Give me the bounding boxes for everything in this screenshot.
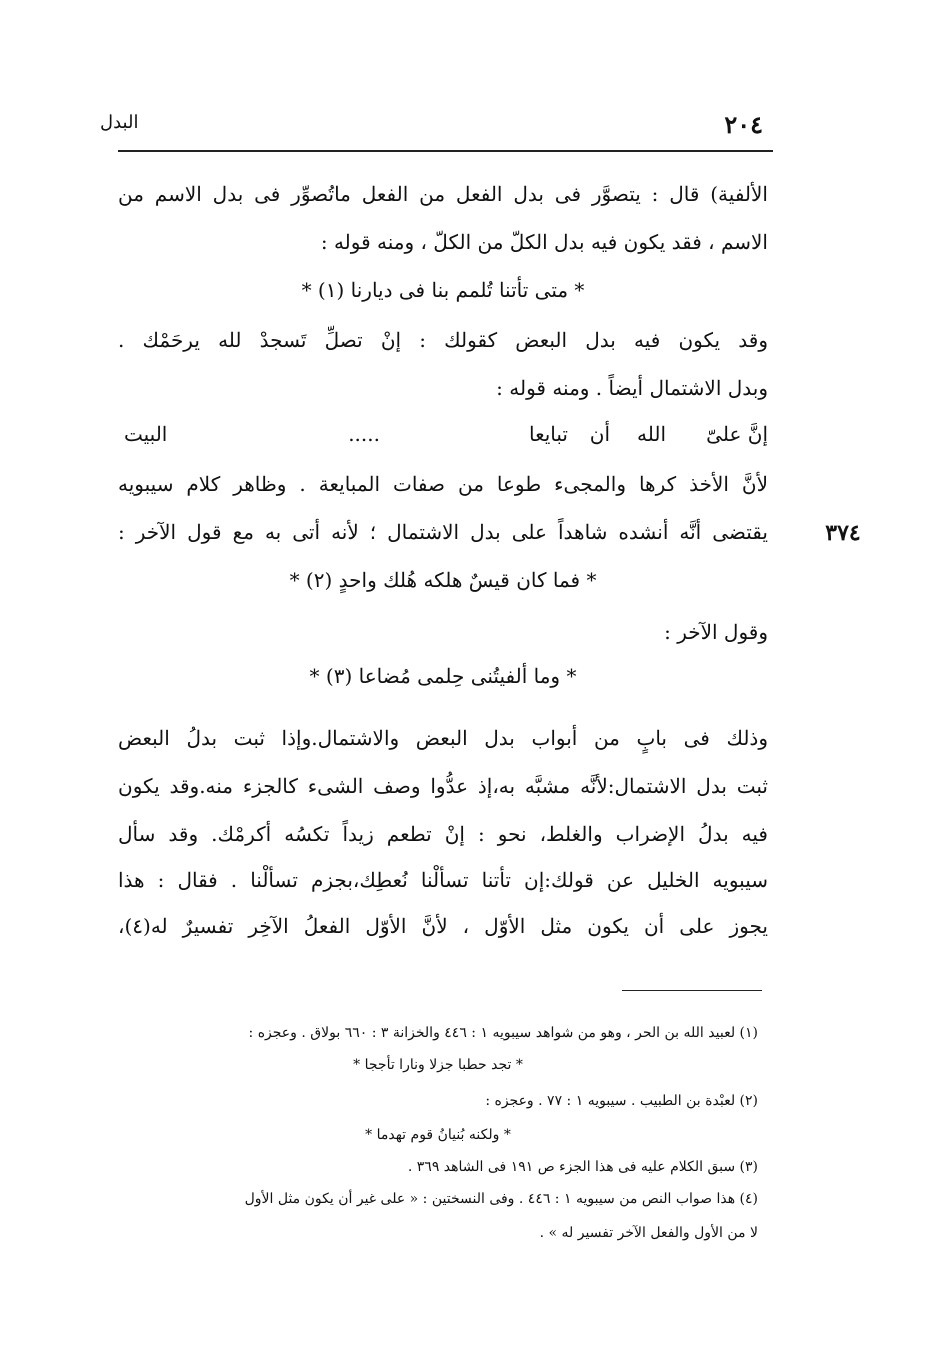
body-line-12: يجوز على أن يكون مثل الأوّل ، لأنَّ الأوّل الفعلُ الآخِر تفسيرٌ له(٤)، xyxy=(118,914,768,938)
page-number: ٢٠٤ xyxy=(724,110,763,139)
footnote-1-verse: * تجد حطبا جزلا ونارا تأججا * xyxy=(353,1057,523,1073)
footnote-divider xyxy=(622,990,762,991)
verse-line-4: * وما ألفيتُنى حِلمى مُضاعا (٣) * xyxy=(309,664,577,688)
verse-ellipsis: ..... xyxy=(348,422,380,446)
footnote-1: (١) لعبيد الله بن الحر ، وهو من شواهد سيبويه ١ : ٤٤٦ والخزانة ٣ : ٦٦٠ بولاق . وعجزه : xyxy=(248,1025,758,1041)
body-line-1: الألفية) قال : يتصوَّر فى بدل الفعل من الفعل ماتُصوِّر فى بدل الاسم من xyxy=(118,182,768,206)
verse-word: الله xyxy=(637,422,666,446)
footnote-4-cont: لا من الأول والفعل الآخر تفسير له » . xyxy=(539,1225,758,1241)
body-line-5: لأنَّ الأخذ كرها والمجىء طوعا من صفات المبايعة . وظاهر كلام سيبويه xyxy=(118,472,768,496)
footnote-3: (٣) سبق الكلام عليه فى هذا الجزء ص ١٩١ فى الشاهد ٣٦٩ . xyxy=(407,1159,758,1175)
verse-word: البيت xyxy=(124,422,168,446)
body-line-6: يقتضى أنَّه أنشده شاهداً على بدل الاشتمال ؛ لأنه أتى به مع قول الآخر : xyxy=(118,520,768,544)
running-header-chapter: البدل xyxy=(100,112,139,133)
body-line-7: وقول الآخر : xyxy=(664,620,768,644)
body-line-10: فيه بدلُ الإضراب والغلط، نحو : إنْ تطعم زيداً تكسُه أكرمْك. وقد سأل xyxy=(118,822,768,846)
body-line-8: وذلك فى بابٍ من أبواب بدل البعض والاشتمال.وإذا ثبت بدلُ البعض xyxy=(118,726,768,750)
verse-line-1: * متى تأتنا تُلمم بنا فى ديارنا (١) * xyxy=(301,278,585,302)
footnote-2: (٢) لعبْدة بن الطبيب . سيبويه ١ : ٧٧ . وعجزه : xyxy=(485,1093,758,1109)
verse-word: إنَّ علىّ xyxy=(706,422,768,446)
footnote-2-verse: * ولكنه بُنيانُ قوم تهدما * xyxy=(365,1127,511,1143)
body-line-4: وبدل الاشتمال أيضاً . ومنه قوله : xyxy=(496,376,768,400)
header-divider xyxy=(118,150,773,152)
body-line-9: ثبت بدل الاشتمال:لأنَّه مشبَّه به،إذ عدُّوا وصف الشىء كالجزء منه.وقد يكون xyxy=(118,774,768,798)
margin-witness-number: ٣٧٤ xyxy=(825,520,861,546)
footnote-4: (٤) هذا صواب النص من سيبويه ١ : ٤٤٦ . وفى النسختين : « على غير أن يكون مثل الأول xyxy=(244,1191,758,1207)
verse-line-3: * فما كان قيسٌ هلكه هُلك واحدٍ (٢) * xyxy=(289,568,597,592)
verse-word: تبايعا xyxy=(528,422,568,446)
body-line-11: سيبويه الخليل عن قولك:إن تأتنا تسألْنا نُعطِك،بجزم تسألْنا . فقال : هذا xyxy=(118,868,768,892)
verse-word: أن xyxy=(589,422,610,446)
body-line-2: الاسم ، فقد يكون فيه بدل الكلّ من الكلّ ، ومنه قوله : xyxy=(320,230,768,254)
body-line-3: وقد يكون فيه بدل البعض كقولك : إنْ تصلِّ تَسجدْ لله يرحَمْك . xyxy=(118,328,768,352)
